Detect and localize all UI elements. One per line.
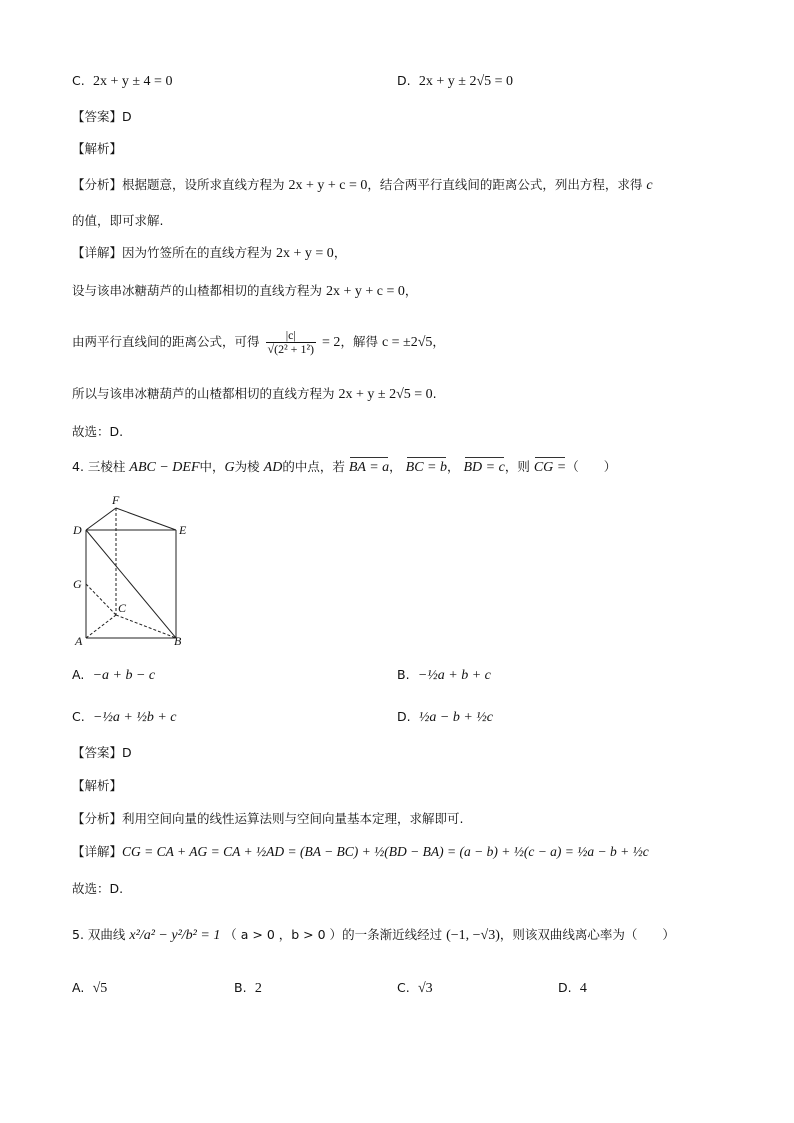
edge-gc-hidden <box>86 584 116 615</box>
q3-option-c: C. 2x + y ± 4 = 0 <box>72 73 173 89</box>
q4-option-d: D. ½a − b + ½c <box>397 709 493 725</box>
q4-option-b: B. −½a + b + c <box>397 667 491 683</box>
q3-fenxi-line1: 【分析】根据题意，设所求直线方程为 2x + y + c = 0，结合两平行直线间的距离公式，列出方程，求得 c <box>72 177 653 193</box>
label-G: G <box>73 577 82 591</box>
q5-option-b: B. 2 <box>234 980 262 996</box>
q4-number: 4. <box>72 459 84 474</box>
label-C: C <box>118 601 127 615</box>
label-B: B <box>174 634 182 648</box>
q3-analysis-tag: 【解析】 <box>72 141 123 156</box>
q4-stem: 4. 三棱柱 ABC − DEF中，G为棱 AD的中点，若 BA = a， BC = b， BD = c，则 CG =（ ） <box>72 459 617 475</box>
q4-analysis-tag: 【解析】 <box>72 778 123 793</box>
q3-answer <box>72 108 132 126</box>
label-D: D <box>73 523 82 537</box>
edge-df <box>86 508 116 530</box>
q5-option-a: A. √5 <box>72 980 108 996</box>
q5-stem: 5. 双曲线 x²/a² − y²/b² = 1 （ a > 0 ，b > 0 ）的一条渐近线经过 (−1, −√3)，则该双曲线离心率为（ ） <box>72 927 675 943</box>
answer-tag: 【答案】 <box>72 109 123 124</box>
q4-option-a: A. −a + b − c <box>72 667 156 683</box>
label-F: F <box>112 493 120 507</box>
edge-ac-hidden <box>86 615 116 638</box>
edge-fe <box>116 508 176 530</box>
q4-choose: 故选：D. <box>72 881 124 896</box>
q3-xiangjie-line3: 由两平行直线间的距离公式，可得 $\frac{|c|}{\text{√(2² + 1²)}}$ = 2，解得 c = ±2√5， <box>72 328 445 356</box>
label-E: E <box>179 523 187 537</box>
q3-choose: 故选：D. <box>72 424 124 439</box>
q3-option-d: D. 2x + y ± 2√5 = 0 <box>397 73 514 89</box>
answer-value: D <box>122 109 132 124</box>
label-A: A <box>75 634 83 648</box>
q4-option-c: C. −½a + ½b + c <box>72 709 177 725</box>
q5-option-d: D. 4 <box>558 980 587 996</box>
q4-xiangjie: 【详解】CG = CA + AG = CA + ½AD = (BA − BC) + ½(BD − BA) = (a − b) + ½(c − a) = ½a − b + ½c <box>72 844 649 859</box>
answer-value: D <box>122 745 132 760</box>
q5-number: 5. <box>72 927 84 942</box>
q4-answer <box>72 744 132 762</box>
q4-fenxi: 【分析】利用空间向量的线性运算法则与空间向量基本定理，求解即可. <box>72 811 464 826</box>
answer-tag: 【答案】 <box>72 745 123 760</box>
prism-figure <box>68 490 198 650</box>
q3-xiangjie-line2: 设与该串冰糖葫芦的山楂都相切的直线方程为 2x + y + c = 0， <box>72 283 418 299</box>
q3-fenxi-line2: 的值，即可求解. <box>72 213 164 228</box>
q3-xiangjie-line1: 【详解】因为竹签所在的直线方程为 2x + y = 0， <box>72 245 347 261</box>
edge-db <box>86 530 176 638</box>
q3-xiangjie-line4: 所以与该串冰糖葫芦的山楂都相切的直线方程为 2x + y ± 2√5 = 0. <box>72 386 437 402</box>
q5-option-c: C. √3 <box>397 980 433 996</box>
distance-fraction: $\frac{|c|}{\text{√(2² + 1²)}}$ <box>267 328 315 356</box>
